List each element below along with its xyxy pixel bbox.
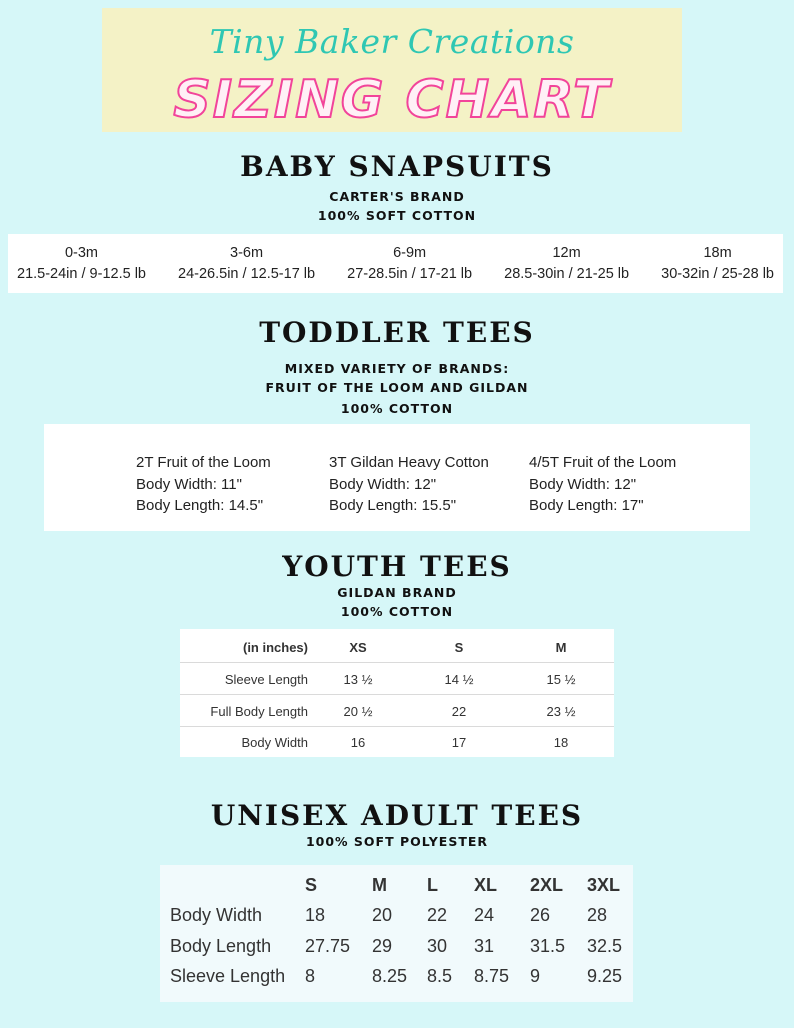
baby-size-col: [661, 243, 774, 285]
adult-cell: 18: [305, 905, 326, 925]
baby-size-col: [347, 243, 472, 285]
youth-row-label: Sleeve Length: [224, 672, 308, 687]
youth-cell: 14 ½: [444, 672, 474, 687]
toddler-item-width: Body Width: 12": [329, 475, 437, 493]
toddler-material: 100% COTTON: [340, 401, 454, 416]
baby-size-col: [504, 243, 629, 285]
baby-size-measure: 27-28.5in / 17-21 lb: [347, 265, 473, 282]
adult-cell: 8: [305, 966, 316, 986]
baby-size-label: 3-6m: [230, 244, 264, 261]
adult-header-2xl: 2XL: [530, 875, 564, 895]
toddler-item-width: Body Width: 11": [136, 475, 242, 493]
baby-size-label: 6-9m: [393, 244, 427, 261]
toddler-item: [136, 452, 271, 517]
baby-section-title: BABY SNAPSUITS: [240, 150, 554, 183]
adult-material: 100% SOFT POLYESTER: [305, 834, 489, 849]
baby-size-table: [8, 234, 783, 293]
adult-cell: 24: [474, 905, 495, 925]
toddler-brands-line2: FRUIT OF THE LOOM AND GILDAN: [265, 380, 529, 395]
adult-section-title: UNISEX ADULT TEES: [210, 799, 584, 832]
adult-cell: 32.5: [587, 936, 623, 956]
toddler-item: [329, 452, 489, 517]
adult-cell: 28: [587, 905, 608, 925]
table-row: [180, 663, 614, 695]
youth-cell: 20 ½: [343, 704, 373, 719]
adult-cell: 8.25: [372, 966, 408, 986]
adult-cell: 20: [372, 905, 393, 925]
adult-cell: 30: [427, 936, 448, 956]
adult-cell: 31: [474, 936, 495, 956]
baby-size-label: 0-3m: [64, 244, 99, 261]
youth-header-xs: XS: [349, 640, 367, 655]
toddler-size-table: [44, 424, 750, 531]
baby-size-measure: 24-26.5in / 12.5-17 lb: [178, 265, 316, 282]
youth-material: 100% COTTON: [340, 604, 454, 619]
sizing-chart-title: SIZING CHART: [173, 70, 611, 130]
youth-row-label: Body Width: [241, 735, 308, 750]
header-banner: [102, 8, 682, 132]
youth-cell: 23 ½: [546, 704, 576, 719]
adult-cell: 27.75: [305, 936, 351, 956]
adult-cell: 8.5: [427, 966, 453, 986]
adult-cell: 26: [530, 905, 551, 925]
adult-row-label: Body Width: [170, 905, 263, 925]
brand-name: Tiny Baker Creations: [209, 22, 575, 61]
adult-header-m: M: [372, 875, 387, 895]
adult-row-label: Body Length: [170, 936, 272, 956]
baby-material: 100% SOFT COTTON: [317, 208, 477, 223]
youth-header-s: S: [454, 640, 464, 655]
adult-header-l: L: [427, 875, 438, 895]
toddler-item-length: Body Length: 17": [529, 497, 644, 514]
youth-header-row: [180, 631, 614, 663]
adult-cell: 9: [530, 966, 541, 986]
table-row: [180, 726, 614, 757]
table-row: [180, 695, 614, 727]
adult-cell: 22: [427, 905, 448, 925]
youth-row-label: Full Body Length: [210, 704, 308, 719]
adult-cell: 29: [372, 936, 393, 956]
toddler-item-name: 2T Fruit of the Loom: [136, 454, 271, 471]
adult-cell: 31.5: [530, 936, 566, 956]
toddler-item-name: 4/5T Fruit of the Loom: [529, 454, 677, 471]
youth-cell: 16: [350, 735, 366, 750]
adult-size-table: [160, 865, 633, 1002]
youth-header-unit: (in inches): [242, 640, 308, 655]
adult-row-label: Sleeve Length: [170, 966, 286, 986]
toddler-brands-line1: MIXED VARIETY OF BRANDS:: [284, 361, 510, 376]
baby-size-measure: 21.5-24in / 9-12.5 lb: [17, 265, 146, 282]
youth-cell: 17: [451, 735, 467, 750]
adult-header-s: S: [305, 875, 318, 895]
youth-size-table: [180, 629, 614, 757]
youth-brand: GILDAN BRAND: [337, 585, 457, 600]
youth-section-title: YOUTH TEES: [282, 550, 512, 583]
youth-cell: 15 ½: [546, 672, 576, 687]
baby-brand: CARTER'S BRAND: [329, 189, 465, 204]
toddler-item-length: Body Length: 15.5": [329, 497, 457, 514]
adult-cell: 9.25: [587, 966, 623, 986]
adult-header-xl: XL: [474, 875, 498, 895]
baby-size-measure: 30-32in / 25-28 lb: [661, 265, 774, 282]
baby-size-label: 18m: [703, 244, 732, 261]
youth-cell: 22: [451, 704, 467, 719]
toddler-item: [529, 452, 676, 517]
toddler-item-length: Body Length: 14.5": [136, 497, 264, 514]
toddler-item-name: 3T Gildan Heavy Cotton: [329, 454, 489, 471]
youth-cell: 13 ½: [343, 672, 373, 687]
adult-header-3xl: 3XL: [587, 875, 621, 895]
youth-header-m: M: [555, 640, 567, 655]
toddler-item-width: Body Width: 12": [529, 475, 637, 493]
baby-size-label: 12m: [552, 244, 581, 261]
toddler-section-title: TODDLER TEES: [259, 316, 535, 349]
youth-cell: 18: [553, 735, 569, 750]
adult-cell: 8.75: [474, 966, 510, 986]
baby-size-col: [178, 243, 315, 285]
baby-size-measure: 28.5-30in / 21-25 lb: [504, 265, 630, 282]
baby-size-col: [17, 243, 146, 285]
